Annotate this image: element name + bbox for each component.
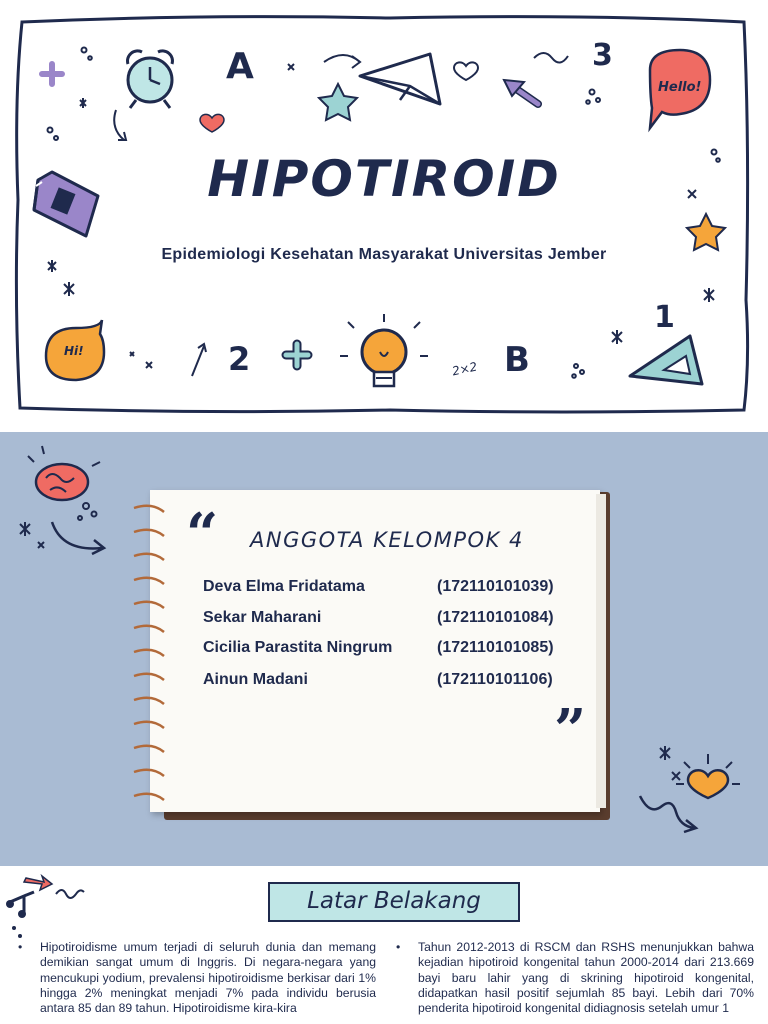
doodle-frame bbox=[0, 0, 768, 432]
paper-plane-icon bbox=[360, 54, 440, 104]
members-slide bbox=[0, 432, 768, 866]
member-name: Cicilia Parastita Ningrum bbox=[203, 639, 393, 656]
member-name: Sekar Maharani bbox=[203, 609, 322, 626]
heart-outline-icon bbox=[454, 62, 478, 80]
letter-b: B bbox=[504, 340, 530, 380]
dot-icon bbox=[12, 926, 22, 938]
left-column bbox=[18, 940, 376, 1016]
triangle-ruler-icon bbox=[630, 336, 702, 384]
background-slide bbox=[0, 866, 768, 1024]
pointer-arrow-icon bbox=[504, 80, 538, 104]
music-doodles bbox=[0, 866, 100, 946]
hi-bubble-text: Hi! bbox=[64, 344, 84, 358]
number-1: 1 bbox=[654, 300, 675, 335]
heart-icon bbox=[200, 114, 224, 132]
curved-arrow-icon bbox=[52, 522, 102, 548]
music-note-icon bbox=[6, 892, 34, 918]
brain-icon bbox=[28, 446, 100, 500]
page-title: HIPOTIROID bbox=[207, 150, 561, 208]
right-column bbox=[396, 940, 754, 1016]
number-2: 2 bbox=[228, 340, 251, 378]
hello-bubble-text: Hello! bbox=[658, 80, 702, 95]
pink-arrow-icon bbox=[24, 876, 52, 890]
open-quote-icon: “ bbox=[186, 501, 219, 567]
star-icon bbox=[319, 84, 357, 120]
arrow-head-icon bbox=[92, 540, 104, 554]
title-slide bbox=[0, 0, 768, 432]
bullet: • bbox=[18, 940, 23, 954]
member-id: (172110101084) bbox=[437, 609, 554, 626]
teal-plus-icon bbox=[286, 344, 308, 366]
light-bulb-icon bbox=[340, 314, 428, 386]
section-heading: Latar Belakang bbox=[307, 888, 481, 914]
notebook-page-edge bbox=[596, 494, 606, 808]
member-name: Deva Elma Fridatama bbox=[203, 578, 365, 595]
bullet: • bbox=[396, 940, 401, 954]
alarm-clock-icon bbox=[128, 51, 173, 108]
member-id: (172110101085) bbox=[437, 639, 554, 656]
left-paragraph: Hipotiroidisme umum terjadi di seluruh dunia dan memang demikian sangat umum di Inggris. Di negara-negara yang mencukupi yodium, prevalensi hipotiroidisme berkisar dari 1% hingga 2% meningkat menjadi 7% pada individu berusia antara 85 dan 89 tahun. Hipotiroidisme kira-kira bbox=[40, 940, 376, 1016]
page-subtitle: Epidemiologi Kesehatan Masyarakat Universitas Jember bbox=[161, 246, 607, 263]
number-3: 3 bbox=[592, 38, 613, 73]
right-paragraph: Tahun 2012-2013 di RSCM dan RSHS menunjukkan bahwa kejadian hipotiroid kongenital tahun 2000-2014 dari 213.669 bayi baru lahir yang di skrining hipotiroid kongenital, didapatkan hasil positif sejumlah 85 bayi. Lebih dari 70% penderita hipotiroid kongenital didiagnosis setelah umur 1 bbox=[418, 940, 754, 1016]
heart-glow-icon bbox=[676, 754, 740, 798]
spiral-binding bbox=[128, 502, 172, 802]
member-name: Ainun Madani bbox=[203, 671, 308, 688]
section-heading-box bbox=[268, 882, 520, 922]
letter-a: A bbox=[226, 46, 254, 87]
close-quote-icon: ” bbox=[554, 697, 587, 763]
squiggle-arrow-icon bbox=[640, 796, 694, 828]
member-id: (172110101039) bbox=[437, 578, 554, 595]
math-doodle: 2×2 bbox=[450, 359, 479, 379]
plus-icon bbox=[42, 64, 62, 84]
squiggle-icon bbox=[56, 890, 84, 898]
gold-star-icon bbox=[687, 214, 725, 250]
members-heading: ANGGOTA KELOMPOK 4 bbox=[250, 528, 524, 552]
member-id: (172110101106) bbox=[437, 671, 553, 688]
